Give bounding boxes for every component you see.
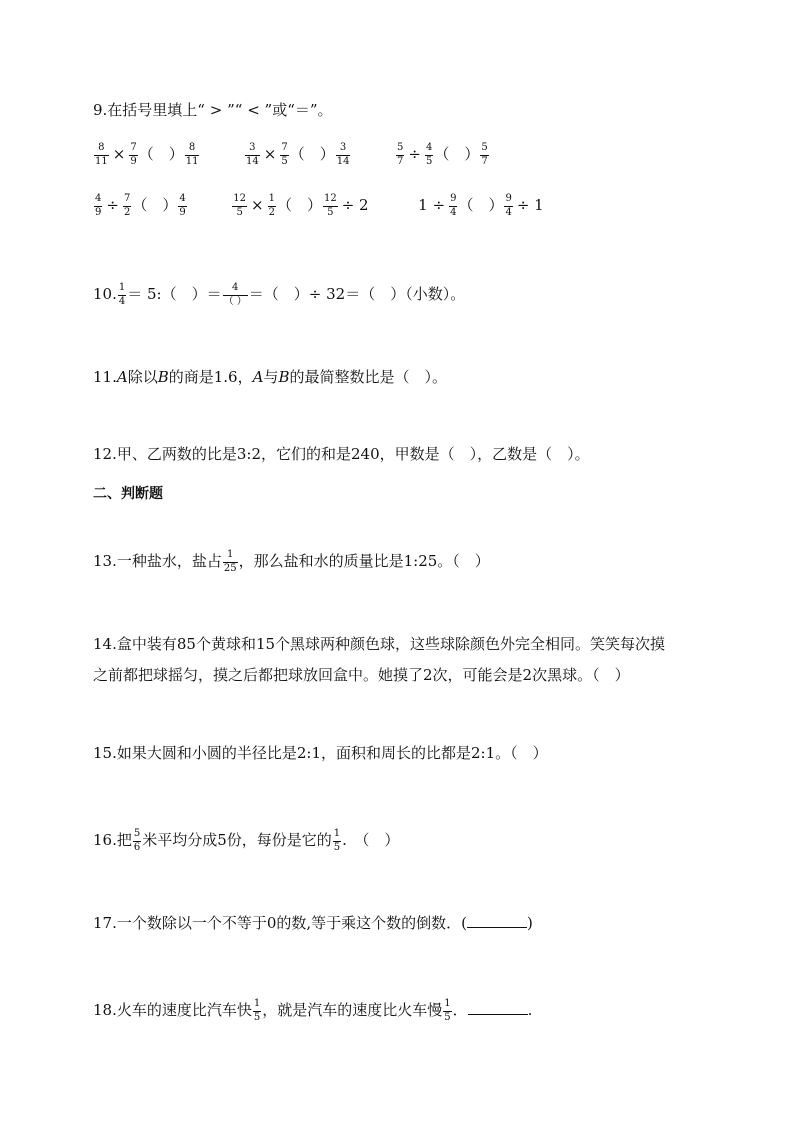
fraction: $\frac{8}{11}$ <box>95 142 108 167</box>
fraction: $\frac{1}{4}$ <box>118 282 126 307</box>
fraction: $\frac{4}{5}$ <box>425 142 433 167</box>
fraction: $\frac{1}{25}$ <box>223 549 237 574</box>
fraction: $\frac{3}{14}$ <box>246 142 259 167</box>
question-9-row-1 <box>93 143 490 167</box>
q9-item-5: $\frac{12}{5}$ × $\frac{1}{2}$ （ ） $\frac{12}{5}$ ÷ 2 <box>233 193 369 218</box>
q9-text: 9.在括号里填上“ > ”“ < ”或“＝”。 <box>93 101 333 119</box>
answer-paren[interactable]: （ ） <box>289 145 335 163</box>
question-11: 11.A除以B的商是1.6，A与B的最简整数比是（ ）。 <box>93 368 448 386</box>
answer-blank[interactable] <box>468 1002 528 1015</box>
fraction: $\frac{12}{5}$ <box>233 193 247 218</box>
fraction: $\frac{12}{5}$ <box>323 193 337 218</box>
answer-paren[interactable]: （ ） <box>138 145 184 163</box>
q9-item-3: $\frac{5}{7}$ ÷ $\frac{4}{5}$ （ ） $\frac{5}{7}$ <box>397 142 488 167</box>
fraction: $\frac{7}{9}$ <box>130 142 137 167</box>
question-15: 15.如果大圆和小圆的半径比是2:1，面积和周长的比都是2:1。（ ） <box>93 744 548 762</box>
fraction: $\frac{1}{5}$ <box>333 828 341 853</box>
fraction: $\frac{9}{4}$ <box>450 193 457 218</box>
q9-item-1: $\frac{8}{11}$ × $\frac{7}{9}$ （ ） $\frac{8}{11}$ <box>95 142 199 167</box>
answer-blank[interactable] <box>467 915 527 928</box>
fraction: $\frac{4}{( )}$ <box>223 282 247 307</box>
question-14-line-1: 14.盒中装有85个黄球和15个黑球两种颜色球，这些球除颜色外完全相同。笑笑每次摸 <box>93 635 666 653</box>
section-heading-judgement: 二、判断题 <box>93 486 163 502</box>
q9-item-6: 1 ÷ $\frac{9}{4}$ （ ） $\frac{9}{4}$ ÷ 1 <box>418 193 544 218</box>
q9-item-4: $\frac{4}{9}$ ÷ $\frac{7}{2}$ （ ） $\frac{4}{9}$ <box>95 193 186 218</box>
question-14-line-2: 之前都把球摇匀，摸之后都把球放回盒中。她摸了2次，可能会是2次黑球。（ ） <box>93 666 630 684</box>
fraction: $\frac{9}{4}$ <box>505 193 512 218</box>
question-17: 17.一个数除以一个不等于0的数,等于乘这个数的倒数．( ) <box>93 914 533 932</box>
fraction: $\frac{4}{9}$ <box>95 193 102 218</box>
question-10: 10. $\frac{1}{4}$ ＝ 5:（ ）＝ $\frac{4}{( )}$ ＝（ ）÷ 32＝（ ）（小数）。 <box>93 282 466 307</box>
fraction: $\frac{8}{11}$ <box>185 142 199 167</box>
fraction: $\frac{3}{14}$ <box>336 142 350 167</box>
fraction: $\frac{5}{7}$ <box>397 142 404 167</box>
fraction: $\frac{7}{5}$ <box>281 142 288 167</box>
question-16: 16.把 $\frac{5}{6}$ 米平均分成5份，每份是它的 $\frac{1}{5}$ . （ ） <box>93 828 400 853</box>
fraction: $\frac{5}{7}$ <box>481 142 488 167</box>
fraction: $\frac{1}{5}$ <box>253 998 261 1023</box>
q9-item-2: $\frac{3}{14}$ × $\frac{7}{5}$ （ ） $\frac{3}{14}$ <box>246 142 350 167</box>
question-9-prompt <box>93 103 333 118</box>
fraction: $\frac{1}{2}$ <box>268 193 275 218</box>
question-18: 18.火车的速度比汽车快 $\frac{1}{5}$ ，就是汽车的速度比火车慢 $\frac{1}{5}$ ． . <box>93 998 533 1023</box>
question-13: 13.一种盐水，盐占 $\frac{1}{25}$ ，那么盐和水的质量比是1:25。（ ） <box>93 549 490 574</box>
question-9-row-2 <box>93 194 547 218</box>
fraction: $\frac{1}{5}$ <box>444 998 451 1023</box>
fraction: $\frac{5}{6}$ <box>133 828 141 853</box>
answer-paren[interactable]: （ ） <box>434 145 480 163</box>
fraction: $\frac{4}{9}$ <box>179 193 186 218</box>
answer-paren[interactable]: （ ） <box>276 196 322 214</box>
answer-paren[interactable]: （ ） <box>132 196 178 214</box>
question-12: 12.甲、乙两数的比是3:2，它们的和是240，甲数是（ ），乙数是（ ）。 <box>93 445 590 463</box>
answer-paren[interactable]: （ ） <box>458 196 504 214</box>
fraction: $\frac{7}{2}$ <box>123 193 131 218</box>
